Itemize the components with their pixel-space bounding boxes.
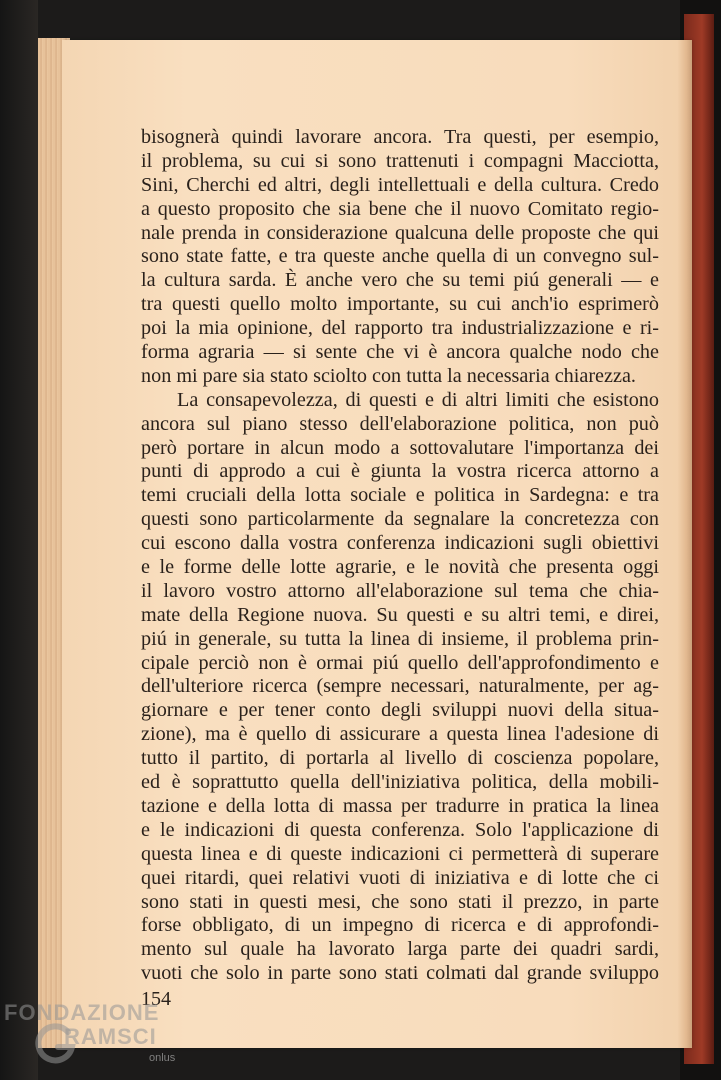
paragraph-first-line: La consapevolezza, di questi e di altri limiti che esistono bbox=[177, 388, 659, 411]
page-number: 154 bbox=[141, 988, 171, 1010]
text-line: questa linea e di queste indicazioni ci permetterà di superare bbox=[141, 842, 659, 865]
fondazione-gramsci-watermark bbox=[4, 1000, 194, 1080]
text-line: questi sono particolarmente da segnalare la concretezza con bbox=[141, 508, 659, 531]
text-line: il lavoro vostro attorno all'elaborazione sul tema che chia- bbox=[141, 579, 659, 602]
text-line: sono stati in questi mesi, che sono stati il prezzo, in parte bbox=[141, 890, 659, 913]
text-line: poi la mia opinione, del rapporto tra industrializzazione e ri- bbox=[141, 317, 659, 340]
text-line: forma agraria — si sente che vi è ancora qualche nodo che bbox=[141, 341, 659, 364]
text-line: non mi pare sia stato sciolto con tutta la necessaria chiarezza. bbox=[141, 364, 636, 387]
watermark-line1: FONDAZIONE bbox=[4, 1000, 160, 1025]
text-line: e le forme delle lotte agrarie, e le novità che presenta oggi bbox=[141, 556, 659, 579]
text-line: mate della Regione nuova. Su questi e su altri temi, e direi, bbox=[141, 603, 659, 626]
text-line: tra questi quello molto importante, su cui anch'io esprimerò bbox=[141, 293, 659, 316]
text-line: la cultura sarda. È anche vero che su temi piú generali — e bbox=[141, 269, 659, 292]
text-line: giornare e per tener conto degli sviluppi nuovi della situa- bbox=[141, 699, 659, 722]
text-line: temi cruciali della lotta sociale e politica in Sardegna: e tra bbox=[141, 484, 659, 507]
text-line: però portare in alcun modo a sottovalutare l'importanza dei bbox=[141, 436, 659, 459]
watermark-suffix: onlus bbox=[149, 1052, 176, 1064]
text-line: e le indicazioni di questa conferenza. Solo l'applicazione di bbox=[141, 818, 659, 841]
text-line: zione), ma è quello di assicurare a questa linea l'adesione di bbox=[141, 723, 659, 746]
text-line: cipale perciò non è ormai piú quello dell'approfondimento e bbox=[141, 651, 659, 674]
scan-background-left bbox=[0, 0, 38, 1080]
text-line: dell'ulteriore ricerca (sempre necessari, naturalmente, per ag- bbox=[141, 675, 659, 698]
text-line: mento sul quale ha lavorato larga parte dei quadri sardi, bbox=[141, 938, 659, 961]
text-line: Sini, Cherchi ed altri, degli intellettuali e della cultura. Credo bbox=[141, 173, 659, 196]
text-line: punti di approdo a cui è giunta la vostra ricerca attorno a bbox=[141, 460, 659, 483]
watermark-line2: RAMSCI bbox=[64, 1024, 157, 1049]
page-right-edge bbox=[678, 40, 692, 1048]
text-line: ancora sul piano stesso dell'elaborazione politica, non può bbox=[141, 412, 659, 435]
text-line: tazione e della lotta di massa per tradurre in pratica la linea bbox=[141, 794, 659, 817]
text-line: a questo proposito che sia bene che il nuovo Comitato regio- bbox=[141, 197, 659, 220]
text-line: tutto il partito, di portarla al livello di coscienza popolare, bbox=[141, 747, 659, 770]
text-line: bisognerà quindi lavorare ancora. Tra questi, per esempio, bbox=[141, 126, 659, 148]
text-line: ed è soprattutto quella dell'iniziativa politica, della mobili- bbox=[141, 771, 659, 794]
text-line: nale prenda in considerazione qualcuna delle proposte che qui bbox=[141, 221, 659, 244]
text-line: sono state fatte, e tra queste anche quella di un convegno sul- bbox=[141, 245, 659, 268]
body-text bbox=[141, 126, 659, 986]
text-line: il problema, su cui si sono trattenuti i compagni Macciotta, bbox=[141, 149, 659, 172]
text-line: vuoti che solo in parte sono stati colmati dal grande sviluppo bbox=[141, 962, 659, 985]
text-line: piú in generale, su tutta la linea di insieme, il problema prin- bbox=[141, 627, 659, 650]
text-line: cui escono dalla vostra conferenza indicazioni sugli obiettivi bbox=[141, 532, 659, 555]
text-line: quei ritardi, quei relativi vuoti di iniziativa e di lotte che ci bbox=[141, 866, 659, 889]
text-line: forse obbligato, di un impegno di ricerca e di approfondi- bbox=[141, 914, 659, 937]
